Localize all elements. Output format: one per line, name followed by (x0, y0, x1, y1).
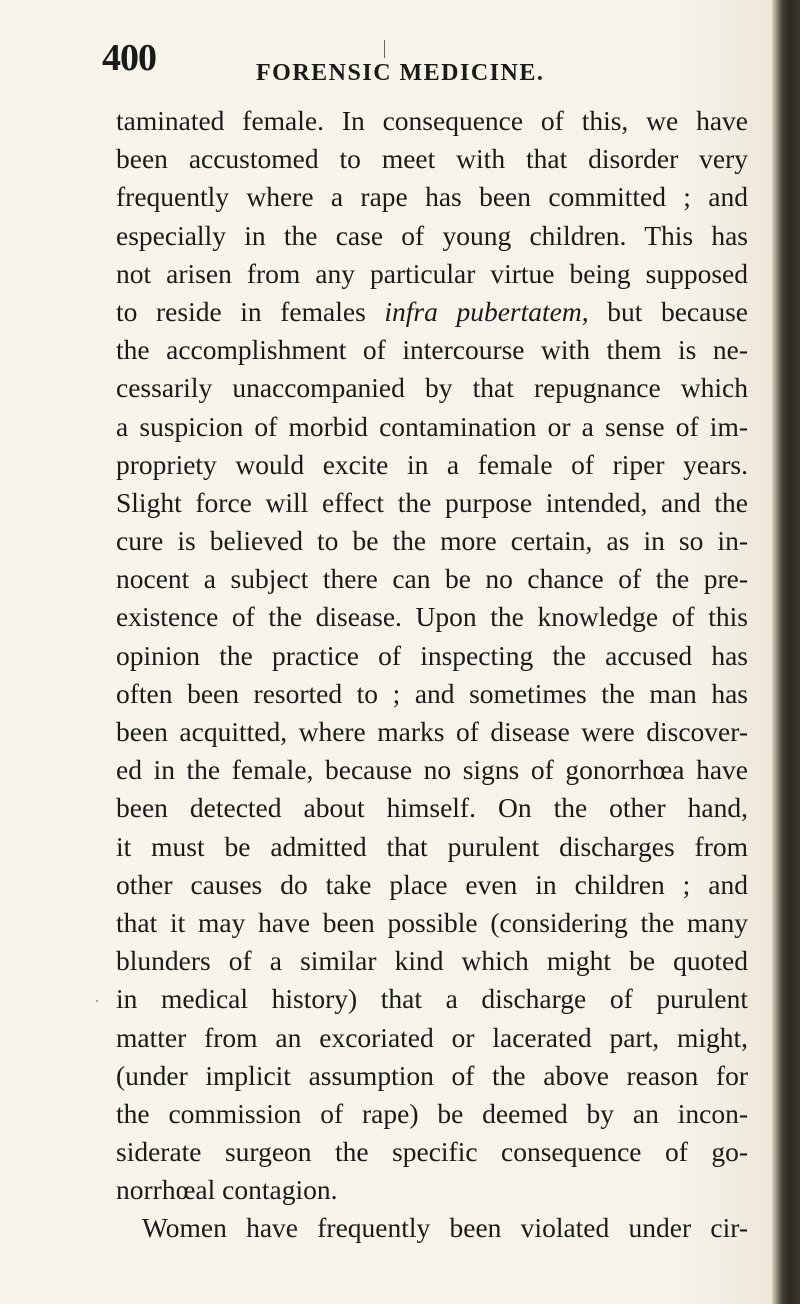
text-line: ed in the female, because no signs of gonorrhœa have (116, 754, 748, 786)
text-line: blunders of a similar kind which might be quoted (116, 945, 748, 977)
body-text (116, 102, 748, 1248)
text-line: often been resorted to ; and sometimes the man has (116, 677, 748, 709)
text-line: especially in the case of young children. This has (116, 219, 748, 251)
text-line: opinion the practice of inspecting the accused has (116, 639, 748, 671)
text-line: frequently where a rape has been committed ; and (116, 181, 748, 213)
text-line: in medical history) that a discharge of purulent (116, 983, 748, 1015)
text-line: been acquitted, where marks of disease were discover- (116, 716, 748, 747)
text-line-paragraph-end: norrhœal contagion. (116, 1174, 338, 1206)
text-line: a suspicion of morbid contamination or a sense of im- (116, 410, 748, 442)
text-segment: to reside in females (116, 295, 385, 327)
text-line: cure is believed to be the more certain, as in so in- (116, 525, 748, 557)
paper-speck (96, 1000, 98, 1002)
text-line: that it may have been possible (considering the many (116, 906, 748, 938)
page-number: 400 (102, 37, 156, 79)
page-header (0, 36, 800, 96)
text-line: (under implicit assumption of the above reason for (116, 1059, 748, 1091)
print-mark (384, 40, 385, 58)
text-line: Slight force will effect the purpose intended, and the (116, 486, 748, 518)
text-line-paragraph-start: Women have frequently been violated under cir- (142, 1212, 748, 1244)
text-line: not arisen from any particular virtue being supposed (116, 257, 748, 289)
text-line: the accomplishment of intercourse with them is ne- (116, 334, 748, 366)
text-line: matter from an excoriated or lacerated part, might, (116, 1021, 748, 1053)
text-line: other causes do take place even in children ; and (116, 868, 748, 900)
italic-latin-phrase: infra pubertatem, (384, 295, 589, 327)
text-segment: but because (588, 295, 748, 327)
text-line: cessarily unaccompanied by that repugnance which (116, 372, 748, 404)
text-line: propriety would excite in a female of riper years. (116, 448, 748, 480)
running-head: FORENSIC MEDICINE. (256, 60, 545, 86)
text-line: the commission of rape) be deemed by an incon- (116, 1097, 748, 1129)
text-line: been detected about himself. On the other hand, (116, 792, 748, 824)
text-line-with-italic (116, 293, 748, 331)
text-line: been accustomed to meet with that disorder very (116, 143, 748, 175)
text-line: taminated female. In consequence of this, we have (116, 105, 748, 136)
page-gutter-shadow (772, 0, 800, 1304)
text-line: nocent a subject there can be no chance of the pre- (116, 563, 748, 595)
text-line: it must be admitted that purulent discharges from (116, 830, 748, 862)
text-line: siderate surgeon the specific consequence of go- (116, 1136, 748, 1168)
text-line: existence of the disease. Upon the knowledge of this (116, 601, 748, 633)
